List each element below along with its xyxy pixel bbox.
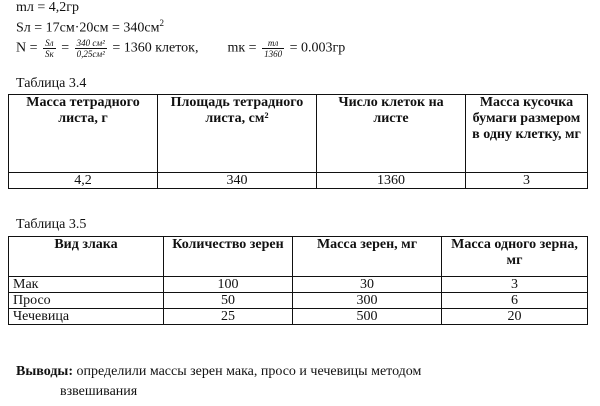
table1-header-cells: Число клеток на листе bbox=[317, 95, 466, 173]
formula-eq: = bbox=[61, 40, 70, 56]
table1-cell-cells: 1360 bbox=[317, 173, 466, 189]
formula-n-prefix: N = bbox=[16, 40, 38, 56]
table1-cell-piece-mass: 3 bbox=[466, 173, 588, 189]
fraction-s-ratio bbox=[43, 38, 56, 59]
table1-header-area: Площадь тетрадного листа, см² bbox=[158, 95, 317, 173]
table2-cell-one-mass: 20 bbox=[442, 309, 588, 325]
table2-caption: Таблица 3.5 bbox=[16, 217, 87, 232]
conclusion-label: Выводы: bbox=[16, 364, 74, 379]
formula-area-sup: 2 bbox=[159, 18, 164, 28]
table1-caption: Таблица 3.4 bbox=[16, 76, 87, 91]
table1-header-piece-mass: Масса кусочка бумаги размером в одну клетку, мг bbox=[466, 95, 588, 173]
table2-cell-count: 25 bbox=[164, 309, 293, 325]
formula-m-result: = 0.003гр bbox=[289, 40, 346, 56]
fraction-area-num: 340 см² bbox=[76, 38, 105, 48]
fraction-m-den: 1360 bbox=[264, 49, 283, 59]
table2-header-grain: Вид злака bbox=[9, 237, 164, 277]
fraction-m-ratio bbox=[262, 38, 284, 59]
conclusion-text-1: определили массы зерен мака, просо и чечевицы методом bbox=[76, 364, 422, 379]
table1-cell-area: 340 bbox=[158, 173, 317, 189]
fraction-area-ratio bbox=[75, 38, 107, 59]
table1-cell-mass: 4,2 bbox=[9, 173, 158, 189]
table-row bbox=[9, 293, 588, 309]
formula-mass-sheet: mл = 4,2гр bbox=[16, 0, 80, 15]
table1-header-mass: Масса тетрадного листа, г bbox=[9, 95, 158, 173]
table2-cell-name: Мак bbox=[9, 277, 164, 293]
fraction-s-den: Sк bbox=[45, 49, 54, 59]
table-3-5 bbox=[8, 236, 588, 325]
table-3-4 bbox=[8, 94, 588, 189]
formula-area-text: Sл = 17см·20см = 340см bbox=[16, 20, 160, 36]
fraction-s-num: Sл bbox=[43, 38, 56, 49]
table2-cell-one-mass: 3 bbox=[442, 277, 588, 293]
table2-cell-mass: 30 bbox=[293, 277, 442, 293]
table2-cell-one-mass: 6 bbox=[442, 293, 588, 309]
table2-cell-mass: 300 bbox=[293, 293, 442, 309]
conclusion-text-2: взвешивания bbox=[60, 384, 138, 399]
fraction-area-den: 0,25см² bbox=[76, 49, 105, 59]
table2-header-one-mass: Масса одного зерна, мг bbox=[442, 237, 588, 277]
table-row bbox=[9, 309, 588, 325]
table2-cell-mass: 500 bbox=[293, 309, 442, 325]
table2-header-count: Количество зерен bbox=[164, 237, 293, 277]
formula-m-prefix: mк = bbox=[227, 40, 257, 56]
table2-header-mass: Масса зерен, мг bbox=[293, 237, 442, 277]
formula-cells-count bbox=[16, 38, 345, 59]
table2-cell-count: 50 bbox=[164, 293, 293, 309]
formula-n-result: = 1360 клеток, bbox=[112, 40, 199, 56]
table2-cell-name: Чечевица bbox=[9, 309, 164, 325]
formula-area-sheet bbox=[16, 18, 164, 37]
fraction-m-num: mл bbox=[262, 38, 284, 49]
table-row bbox=[9, 277, 588, 293]
table2-cell-name: Просо bbox=[9, 293, 164, 309]
conclusion bbox=[16, 362, 586, 402]
table2-cell-count: 100 bbox=[164, 277, 293, 293]
